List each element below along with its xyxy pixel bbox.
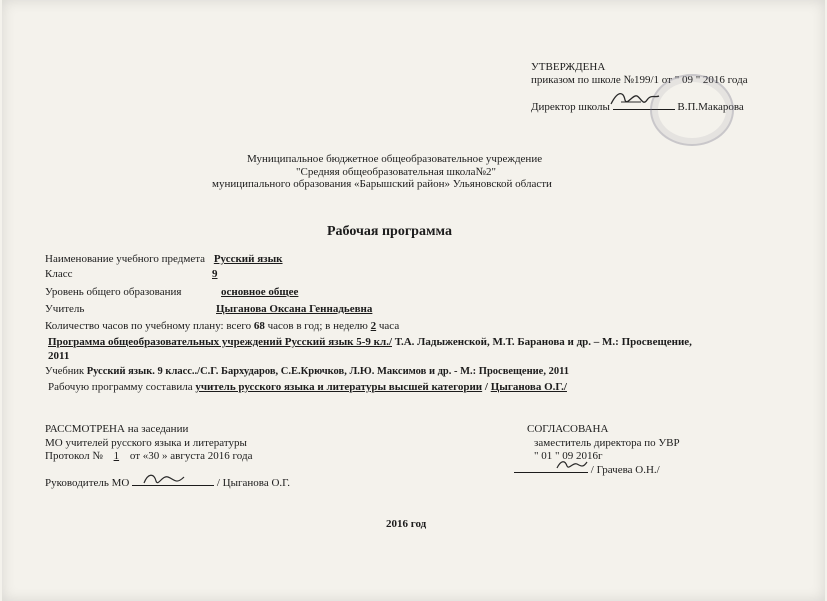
level-label: Уровень общего образования [45, 286, 182, 298]
protocol-row [45, 450, 252, 463]
mo-head-row: Руководитель МО / Цыганова О.Г. [45, 477, 291, 489]
hours-mid: часов в год; в неделю [267, 320, 368, 332]
agreed-line-2: заместитель директора по УВР [534, 437, 680, 449]
hours-prefix: Количество часов по учебному плану: всего [45, 320, 252, 332]
protocol-label: Протокол № [45, 450, 103, 462]
mo-head-label: Руководитель МО [45, 477, 130, 489]
program-line-1 [48, 336, 692, 349]
agreed-name: Грачева О.Н./ [596, 464, 660, 476]
subject-value: Русский язык [213, 253, 283, 265]
hours-suffix: часа [378, 320, 400, 332]
director-name: В.П.Макарова [677, 101, 744, 113]
document-year: 2016 год [386, 518, 427, 530]
class-label: Класс [45, 268, 73, 280]
textbook-label: Учебник [45, 366, 85, 377]
author-value: учитель русского языка и литературы высшей категории [195, 381, 483, 393]
mo-head-name: Цыганова О.Г. [222, 477, 291, 489]
author-name: Цыганова О.Г./ [490, 381, 567, 393]
author-row: Рабочую программу составила учитель русского языка и литературы высшей категории / Цыганова О.Г./ [48, 381, 567, 393]
director-label: Директор школы [531, 101, 610, 113]
approval-order-line: приказом по школе №199/1 от " 09 " 2016 года [531, 74, 748, 86]
hours-week: 2 [370, 320, 377, 332]
reviewed-line-1: РАССМОТРЕНА на заседании [45, 423, 189, 435]
director-signature [607, 86, 663, 112]
reviewed-line-2: МО учителей русского языка и литературы [45, 437, 247, 449]
textbook-value: Русский язык. 9 класс../С.Г. Бархударов, С.Е.Крючков, Л.Ю. Максимов и др. - М.: Просвещение, 2011 [86, 366, 570, 377]
agreed-sign-row: / Грачева О.Н./ [514, 464, 660, 477]
subject-label: Наименование учебного предмета [45, 253, 206, 265]
class-value: 9 [212, 268, 218, 280]
program-line-2: 2011 [48, 350, 70, 362]
program-authors: Т.А. Ладыженской, М.Т. Баранова и др. – М.: Просвещение, [394, 336, 692, 348]
mo-head-signature [140, 469, 188, 489]
institution-line-3: муниципального образования «Барышский район» Ульяновской области [212, 178, 552, 190]
teacher-value: Цыганова Оксана Геннадьевна [216, 303, 373, 315]
institution-line-2: "Средняя общеобразовательная школа№2" [296, 166, 497, 178]
institution-line-1: Муниципальное бюджетное общеобразовательное учреждение [247, 153, 543, 165]
subject-row [45, 253, 283, 266]
author-label: Рабочую программу составила [48, 381, 193, 393]
agreed-date: " 01 " 09 2016г [534, 450, 603, 462]
hours-total: 68 [253, 320, 265, 332]
textbook-row [45, 365, 569, 378]
program-title: Программа общеобразовательных учреждений Русский язык 5-9 кл./ [48, 336, 392, 348]
agreed-line-1: СОГЛАСОВАНА [527, 423, 609, 435]
teacher-label: Учитель [45, 303, 85, 315]
document-title: Рабочая программа [327, 224, 452, 239]
level-value: основное общее [221, 286, 299, 298]
protocol-date: от «30 » августа 2016 года [129, 450, 253, 462]
protocol-number: 1 [113, 450, 120, 462]
agreed-signature [553, 456, 589, 474]
hours-row [45, 320, 399, 333]
approval-heading: УТВЕРЖДЕНА [531, 61, 606, 73]
